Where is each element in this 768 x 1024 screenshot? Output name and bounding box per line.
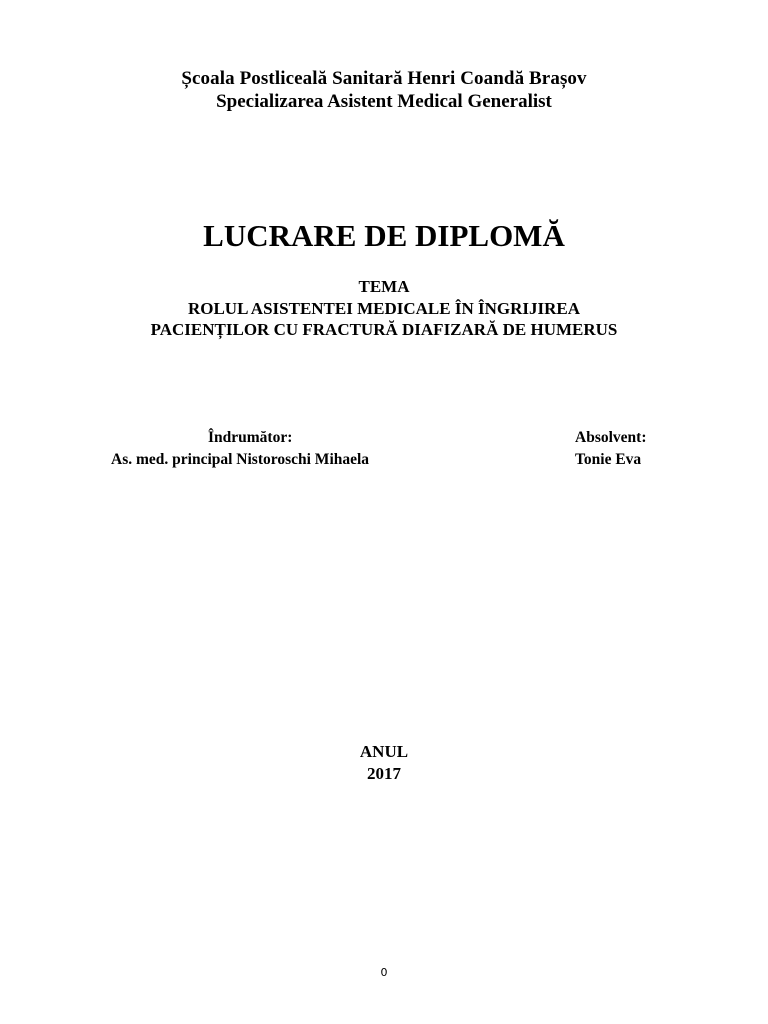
school-name: Școala Postliceală Sanitară Henri Coandă Brașov (181, 68, 587, 89)
topic-line-1: ROLUL ASISTENTEI MEDICALE ÎN ÎNGRIJIREA (187, 299, 581, 318)
tema-label: TEMA (358, 277, 410, 296)
document-title: LUCRARE DE DIPLOMĂ (203, 218, 565, 253)
coordinator-name: As. med. principal Nistoroschi Mihaela (111, 451, 370, 468)
page-number: 0 (380, 966, 388, 979)
year-value: 2017 (367, 764, 401, 783)
coordinator-label: Îndrumător: (208, 429, 293, 446)
specialization: Specializarea Asistent Medical Generalist (216, 91, 552, 112)
topic-line-2: PACIENȚILOR CU FRACTURĂ DIAFIZARĂ DE HUMERUS (150, 320, 618, 339)
graduate-label: Absolvent: (575, 429, 647, 446)
year-label: ANUL (359, 742, 409, 761)
graduate-name: Tonie Eva (575, 451, 642, 468)
